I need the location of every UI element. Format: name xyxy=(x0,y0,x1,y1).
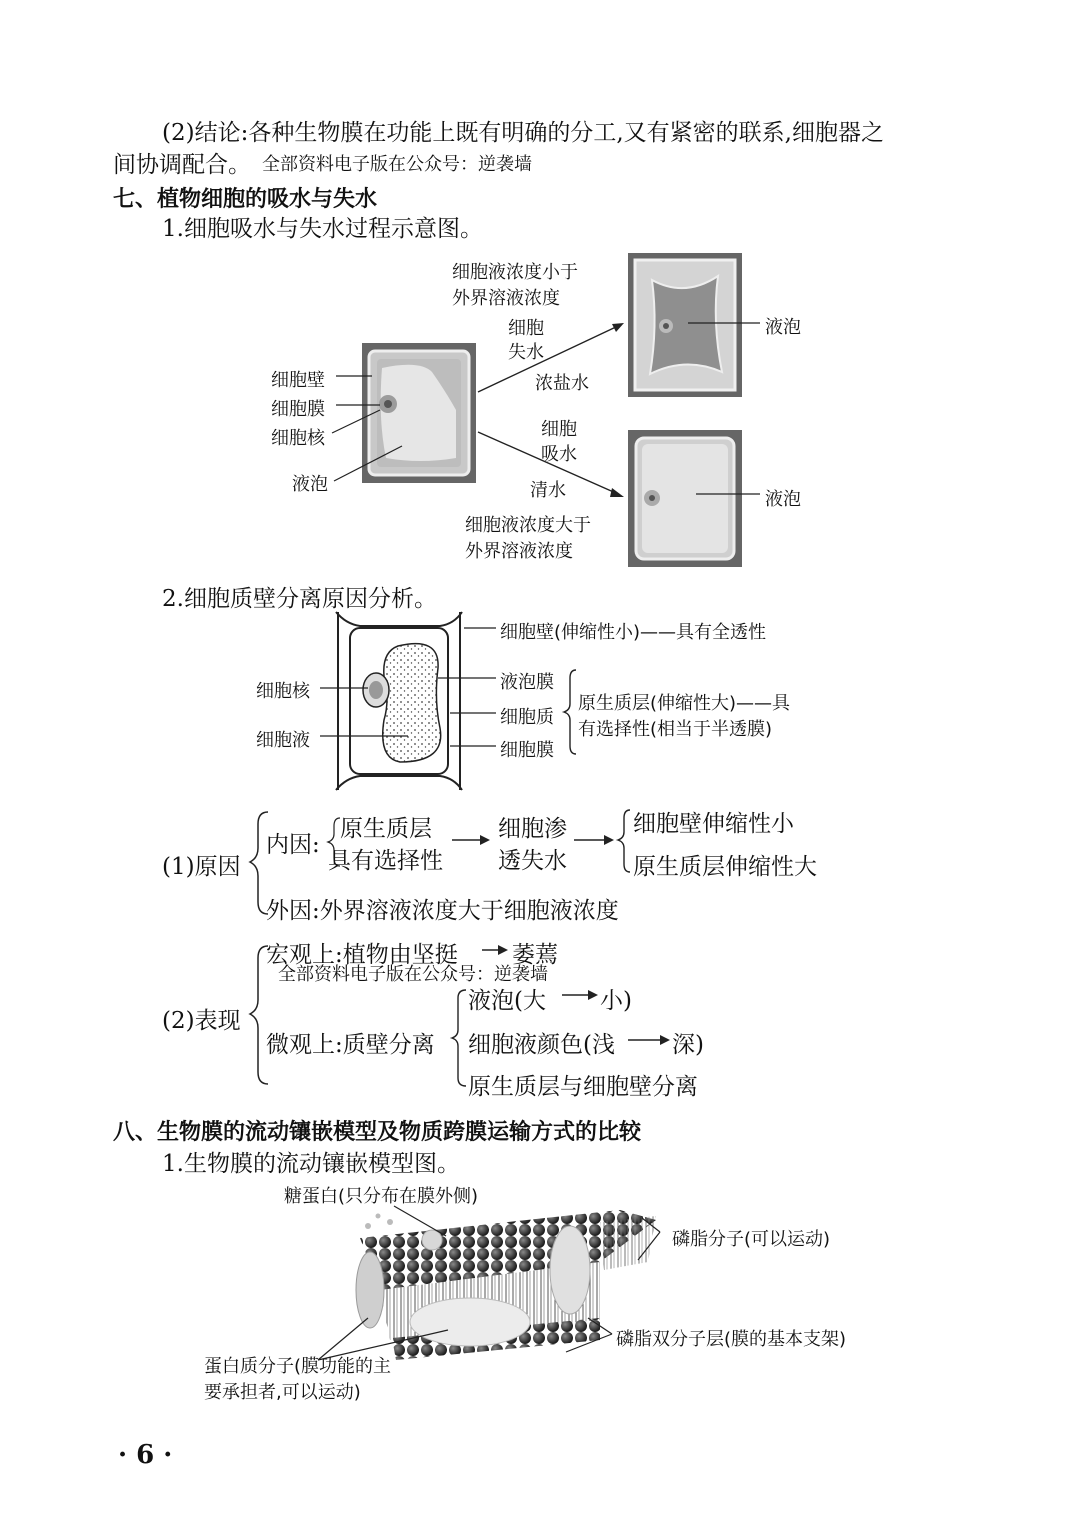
fig1-label-vacuole-top: 液泡 xyxy=(765,317,801,338)
page-number-dot-left: · xyxy=(118,1440,128,1470)
fig1-cond-bottom-1: 细胞液浓度大于 xyxy=(465,515,591,536)
show-label: (2)表现 xyxy=(162,1008,241,1034)
fig1-label-wall: 细胞壁 xyxy=(271,370,325,391)
conclusion-line-2: 间协调配合。 xyxy=(113,152,251,178)
cause-int-c1: 细胞壁伸缩性小 xyxy=(633,811,794,837)
show-macro-b: 萎蔫 xyxy=(512,942,558,968)
page-number xyxy=(118,1440,172,1470)
cause-label: (1)原因 xyxy=(162,854,241,880)
show-m1a: 液泡(大 xyxy=(468,988,546,1014)
show-macro-a: 宏观上:植物由坚挺 xyxy=(266,942,458,968)
fig2-layer-line-1: 原生质层(伸缩性大)——具 xyxy=(578,693,791,714)
fig2-label-sap: 细胞液 xyxy=(256,730,310,751)
cause-int-a2: 具有选择性 xyxy=(328,848,443,874)
fig1-cond-top-1: 细胞液浓度小于 xyxy=(452,262,578,283)
show-m2a: 细胞液颜色(浅 xyxy=(468,1032,615,1058)
watermark: 全部资料电子版在公众号：逆袭墙 xyxy=(262,154,532,175)
fig1-lose-2: 失水 xyxy=(508,342,544,363)
fig1-label-membrane: 细胞膜 xyxy=(271,399,325,420)
fig3-label-glycoprotein: 糖蛋白(只分布在膜外侧) xyxy=(284,1186,479,1207)
fig1-label-vacuole-bottom: 液泡 xyxy=(765,489,801,510)
fig1-label-nucleus: 细胞核 xyxy=(271,428,325,449)
show-watermark: 全部资料电子版在公众号：逆袭墙 xyxy=(278,964,548,985)
show-micro: 微观上:质壁分离 xyxy=(266,1032,435,1058)
page-number-value: 6 xyxy=(136,1440,155,1470)
cause-internal: 内因: xyxy=(266,832,320,858)
fig2-label-nucleus: 细胞核 xyxy=(256,681,310,702)
section-8-title: 八、生物膜的流动镶嵌模型及物质跨膜运输方式的比较 xyxy=(113,1120,642,1145)
section-7-item-2: 2.细胞质壁分离原因分析。 xyxy=(162,586,437,612)
conclusion-line-1: (2)结论:各种生物膜在功能上既有明确的分工,又有紧密的联系,细胞器之 xyxy=(162,120,884,146)
fig1-clear-water: 清水 xyxy=(530,480,566,501)
show-m2b: 深) xyxy=(672,1032,704,1058)
fig1-salt-water: 浓盐水 xyxy=(535,373,589,394)
fig2-label-cytoplasm: 细胞质 xyxy=(500,707,554,728)
cause-int-a1: 原生质层 xyxy=(340,816,432,842)
cause-external: 外因:外界溶液浓度大于细胞液浓度 xyxy=(266,898,619,924)
fig1-cond-top-2: 外界溶液浓度 xyxy=(452,288,560,309)
fig1-lose-1: 细胞 xyxy=(508,318,544,339)
fig1-gain-1: 细胞 xyxy=(541,419,577,440)
page-number-dot-right: · xyxy=(163,1440,173,1470)
fig1-cond-bottom-2: 外界溶液浓度 xyxy=(465,541,573,562)
fig3-label-phospholipid: 磷脂分子(可以运动) xyxy=(672,1229,831,1250)
fig3-label-protein-2: 要承担者,可以运动) xyxy=(204,1382,361,1403)
fig2-label-tonoplast: 液泡膜 xyxy=(500,672,554,693)
cause-int-c2: 原生质层伸缩性大 xyxy=(633,854,817,880)
cause-int-b2: 透失水 xyxy=(498,848,567,874)
show-m1b: 小) xyxy=(600,988,632,1014)
fig2-label-membrane: 细胞膜 xyxy=(500,740,554,761)
section-7-item-1: 1.细胞吸水与失水过程示意图。 xyxy=(162,216,483,242)
fig2-label-wall: 细胞壁(伸缩性小)——具有全透性 xyxy=(500,622,767,643)
cause-int-b1: 细胞渗 xyxy=(498,816,567,842)
show-m3: 原生质层与细胞壁分离 xyxy=(468,1074,698,1100)
fig2-layer-line-2: 有选择性(相当于半透膜) xyxy=(578,719,773,740)
fig3-label-protein-1: 蛋白质分子(膜功能的主 xyxy=(204,1356,392,1377)
fig1-gain-2: 吸水 xyxy=(541,444,577,465)
fig3-label-bilayer: 磷脂双分子层(膜的基本支架) xyxy=(616,1329,847,1350)
section-7-title: 七、植物细胞的吸水与失水 xyxy=(113,187,378,212)
section-8-item-1: 1.生物膜的流动镶嵌模型图。 xyxy=(162,1151,460,1177)
fig1-label-vacuole: 液泡 xyxy=(292,474,328,495)
